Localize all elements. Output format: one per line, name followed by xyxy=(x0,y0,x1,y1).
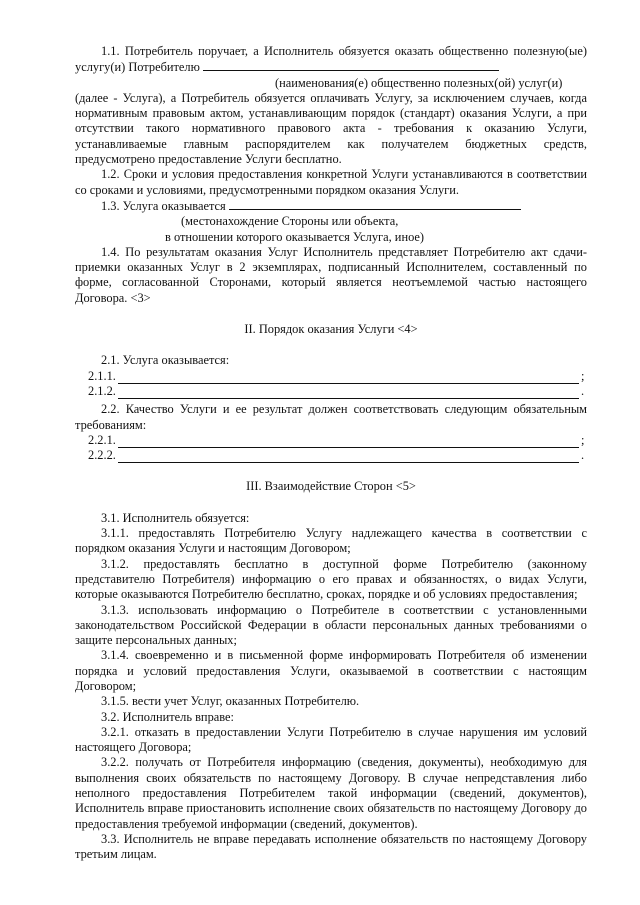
clause-3-1-1: 3.1.1. предоставлять Потребителю Услугу надлежащего качества в соответствии с порядком оказания Услуги и настоящим Договором; xyxy=(75,526,587,556)
clause-1-4: 1.4. По результатам оказания Услуг Исполнитель представляет Потребителю акт сдачи-приемки оказанных Услуг в 2 экземплярах, подписанный Исполнителем, составленный по форме, согласованной Сторонами, который является неотъемлемой частью настоящего Договора. <3> xyxy=(75,244,587,305)
clause-1-1-caption: (наименования(е) общественно полезных(ой) услуг(и) xyxy=(275,75,563,90)
clause-3-1-2: 3.1.2. предоставлять бесплатно в доступной форме Потребителю (законному представителю Потребителя) информацию о его правах и обязанностях, о видах Услуги, которые оказываются Потребителю бесплатно, сроках, порядке и об условиях предоставления; xyxy=(75,556,587,602)
clause-2-2-2-end: . xyxy=(581,448,585,463)
clause-1-1-continuation: (далее - Услуга), а Потребитель обязуется оплачивать Услугу, за исключением случаев, когда нормативным правовым актом, устанавливающим порядок (стандарт) оказания Услуги, а при отсутствии такого нормативного правового акта - требования к оказанию Услуги, устанавливаемые главным распорядителем как получателем бюджетных средств, предусмотрено предоставление Услуги бесплатно. xyxy=(75,90,587,167)
clause-2-2-2-blank-line xyxy=(118,450,579,463)
clause-3-1: 3.1. Исполнитель обязуется: xyxy=(101,510,250,525)
clause-2-2-1-blank-line xyxy=(118,435,579,448)
clause-1-3-text: 1.3. Услуга оказывается xyxy=(101,198,226,213)
clause-2-1: 2.1. Услуга оказывается: xyxy=(101,353,230,368)
clause-2-1-1-end: ; xyxy=(581,368,585,383)
clause-1-3-blank-line xyxy=(229,198,521,210)
clause-2-1-2-end: . xyxy=(581,383,585,398)
clause-1-2: 1.2. Сроки и условия предоставления конкретной Услуги устанавливаются в соответствии со сроками и условиями, предусмотренными порядком оказания Услуги. xyxy=(75,167,587,197)
clause-1-1-blank-line xyxy=(203,59,499,71)
clause-2-2-1-number: 2.2.1. xyxy=(88,432,116,447)
clause-1-1-text: 1.1. Потребитель поручает, а Исполнитель обязуется оказать общественно полезную(ые) услугу(и) Потребителю xyxy=(75,44,587,75)
document-page xyxy=(75,44,587,863)
clause-2-1-1-number: 2.1.1. xyxy=(88,368,116,383)
clause-2-2: 2.2. Качество Услуги и ее результат должен соответствовать следующим обязательным требованиям: xyxy=(75,402,587,432)
clause-3-2-1: 3.2.1. отказать в предоставлении Услуги Потребителю в случае нарушения им условий настоящего Договора; xyxy=(75,724,587,755)
clause-2-1-2-blank-line xyxy=(118,386,579,399)
clause-1-3-caption-2: в отношении которого оказывается Услуга, иное) xyxy=(165,229,425,244)
clause-1-3-caption-1: (местонахождение Стороны или объекта, xyxy=(181,214,399,229)
clause-1-1 xyxy=(75,44,587,76)
clause-3-1-4: 3.1.4. своевременно и в письменной форме информировать Потребителя об изменении порядка и условий предоставления Услуги, оказываемой в соответствии с настоящим Договором; xyxy=(75,648,587,693)
clause-3-3: 3.3. Исполнитель не вправе передавать исполнение обязательств по настоящему Договору третьим лицам. xyxy=(75,831,587,862)
clause-2-2-2-row xyxy=(75,448,587,463)
clause-2-2-1-end: ; xyxy=(581,432,585,447)
clause-3-2-2: 3.2.2. получать от Потребителя информацию (сведения, документы), необходимую для выполнения своих обязательств по настоящему Договору. В случае непредставления либо неполного предоставления Потребителем такой информации (сведений, документов), Исполнитель вправе приостановить исполнение своих обязательств по настоящему Договору до предоставления требуемой информации (сведений, документов). xyxy=(75,755,587,831)
clause-3-1-3: 3.1.3. использовать информацию о Потребителе в соответствии с установленными законодательством Российской Федерации в области персональных данных требованиями о защите персональных данных; xyxy=(75,602,587,648)
section-2-title: II. Порядок оказания Услуги <4> xyxy=(244,322,418,337)
section-3-title: III. Взаимодействие Сторон <5> xyxy=(246,479,416,494)
clause-2-2-2-number: 2.2.2. xyxy=(88,448,116,463)
clause-2-1-1-row xyxy=(75,369,587,384)
clause-1-3 xyxy=(75,198,587,214)
clause-2-1-1-blank-line xyxy=(118,371,579,384)
clause-2-1-2-number: 2.1.2. xyxy=(88,383,116,398)
clause-3-1-5: 3.1.5. вести учет Услуг, оказанных Потребителю. xyxy=(101,694,360,709)
clause-3-2: 3.2. Исполнитель вправе: xyxy=(101,709,234,724)
clause-2-2-1-row xyxy=(75,433,587,448)
clause-2-1-2-row xyxy=(75,384,587,399)
